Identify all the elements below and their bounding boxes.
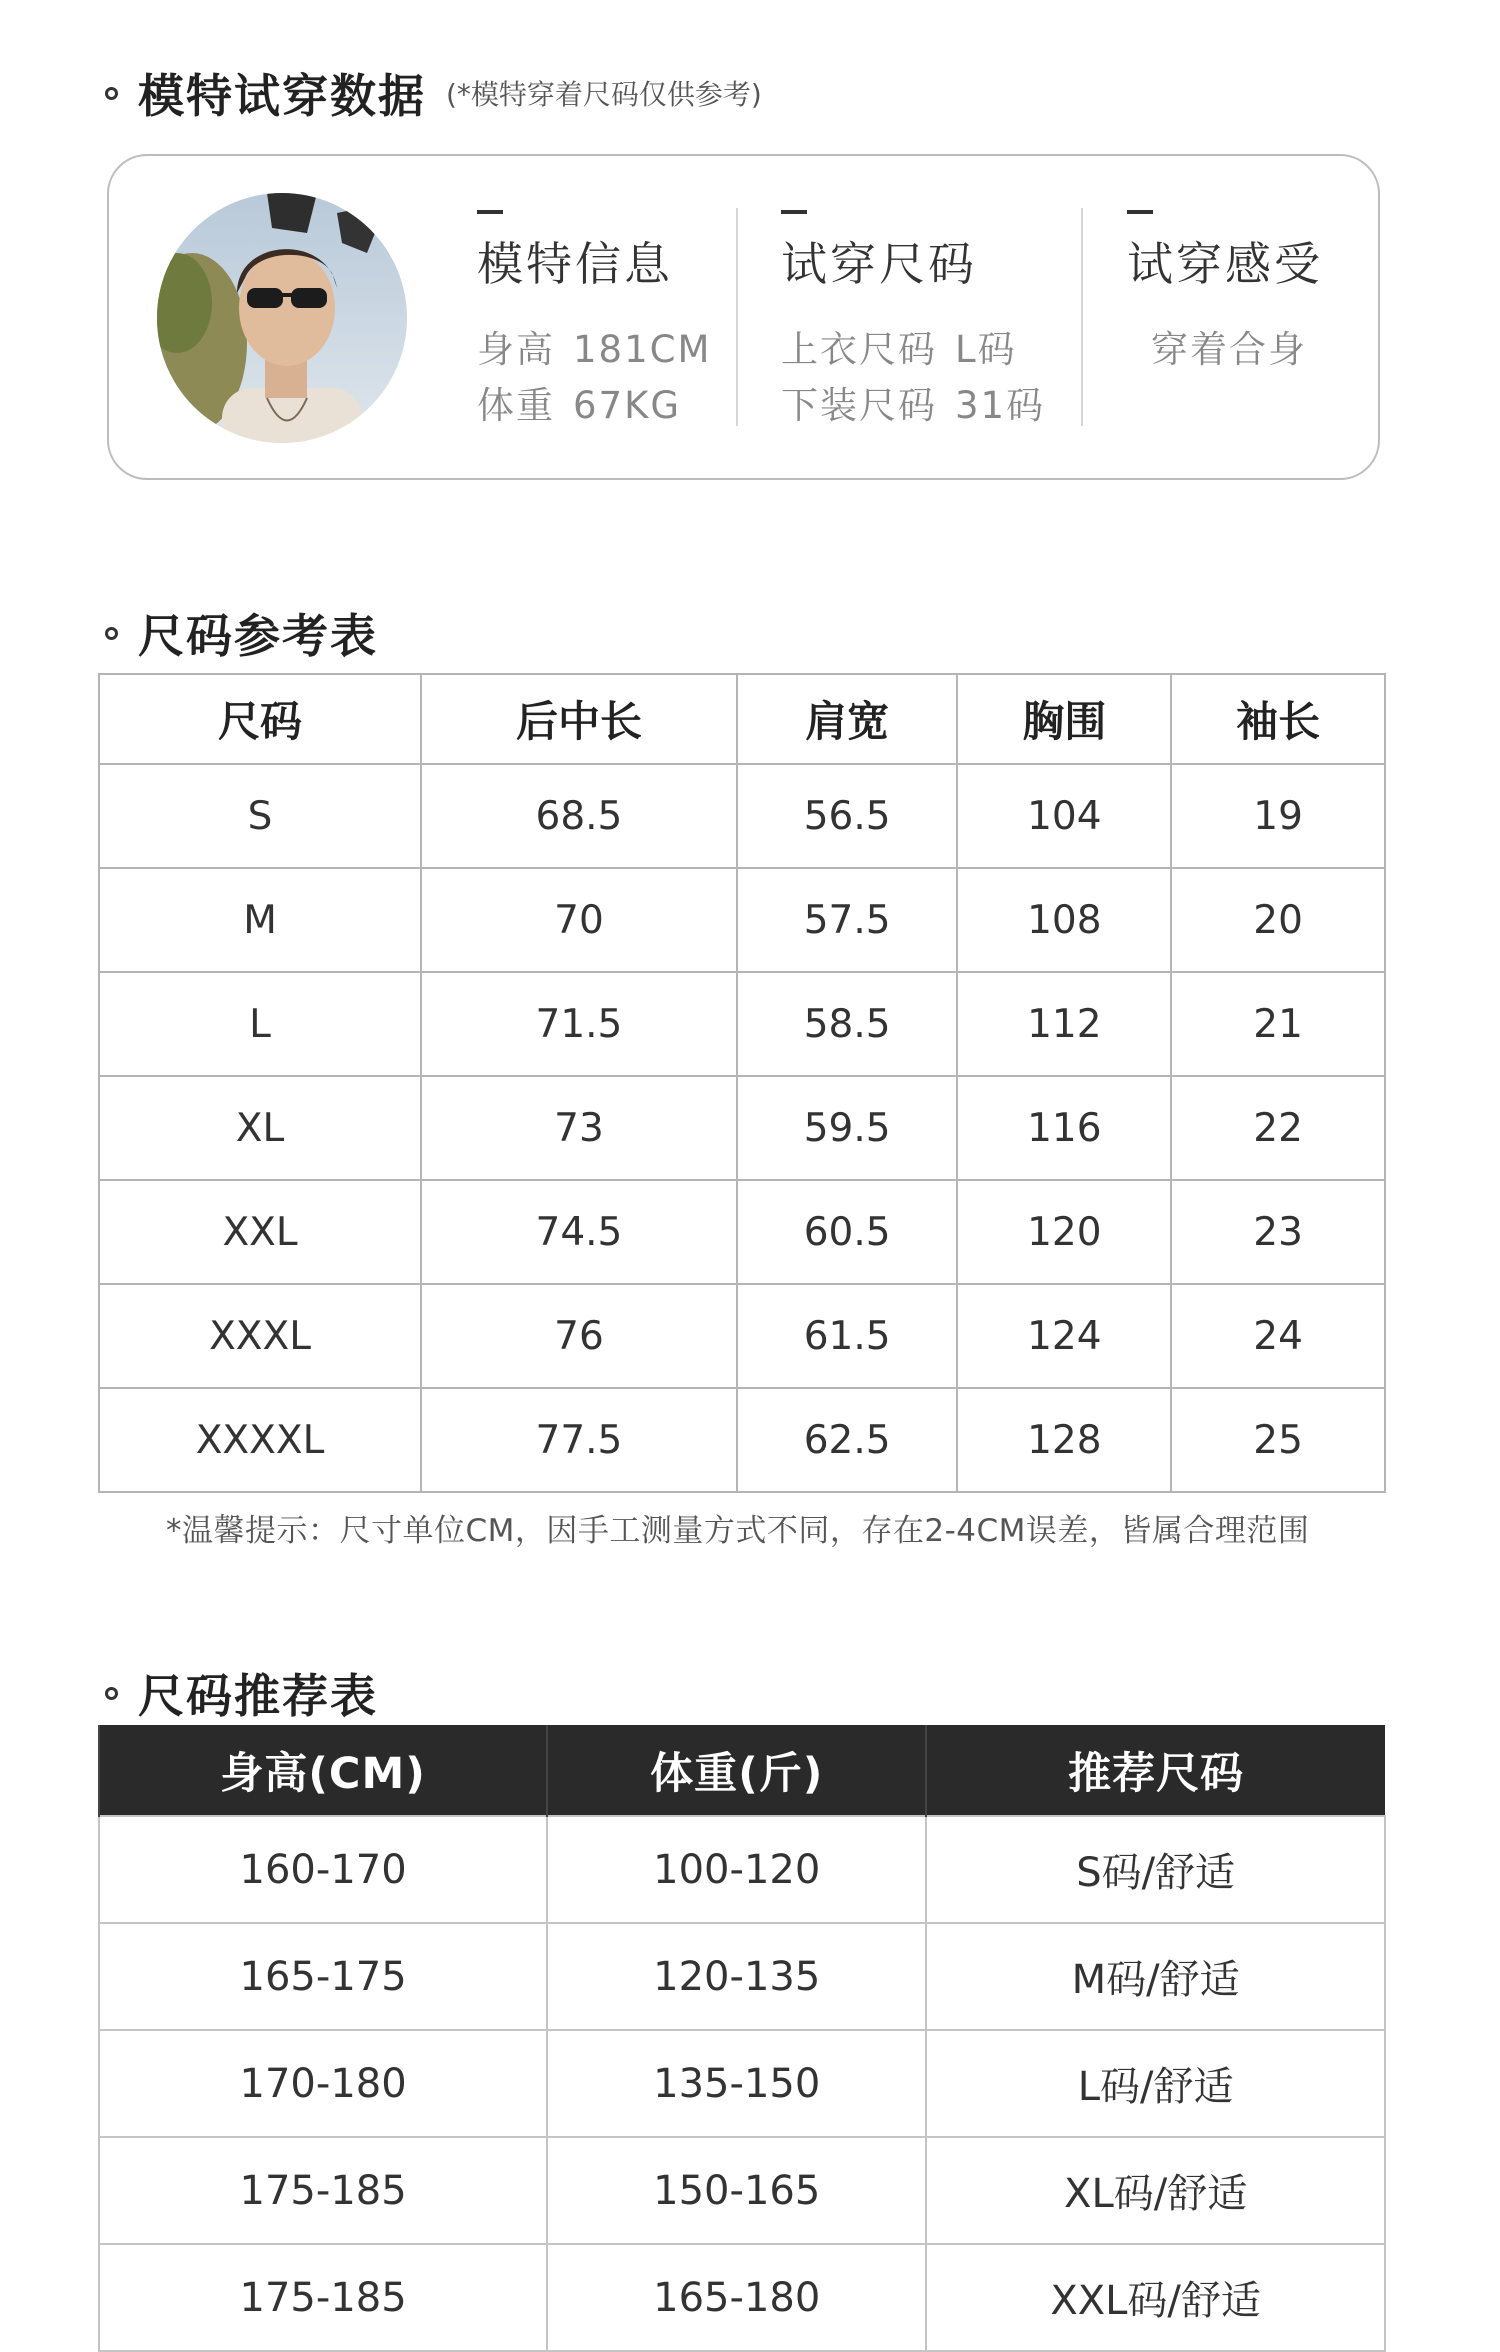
- model-info-heading: 模特信息: [477, 237, 673, 291]
- table-row: [99, 1388, 1385, 1492]
- table-cell: 56.5: [737, 764, 958, 868]
- table-cell: 104: [957, 764, 1171, 868]
- model-info-column: [477, 210, 711, 434]
- column-header: 尺码: [99, 674, 421, 764]
- table-cell: L: [99, 972, 421, 1076]
- feeling-column: [1127, 210, 1323, 378]
- table-row: [99, 2137, 1385, 2244]
- table-row: [99, 868, 1385, 972]
- table-cell: 71.5: [421, 972, 737, 1076]
- table-cell: 175-185: [99, 2137, 547, 2244]
- table-cell: 112: [957, 972, 1171, 1076]
- size-table-header: [99, 674, 1385, 764]
- table-cell: 74.5: [421, 1180, 737, 1284]
- table-cell: 70: [421, 868, 737, 972]
- table-cell: 116: [957, 1076, 1171, 1180]
- table-cell: 21: [1171, 972, 1385, 1076]
- table-cell: 23: [1171, 1180, 1385, 1284]
- table-cell: 57.5: [737, 868, 958, 972]
- table-cell: XXL: [99, 1180, 421, 1284]
- feeling-heading: 试穿感受: [1127, 237, 1323, 291]
- measurement-hint: *温馨提示：尺寸单位CM，因手工测量方式不同，存在2-4CM误差，皆属合理范围: [166, 1513, 1310, 1549]
- model-section-title: 模特试穿数据 (*模特穿着尺码仅供参考): [105, 60, 762, 126]
- table-cell: 165-180: [547, 2244, 926, 2351]
- column-header: 肩宽: [737, 674, 958, 764]
- table-cell: L码/舒适: [926, 2030, 1385, 2137]
- table-cell: 20: [1171, 868, 1385, 972]
- divider: [736, 208, 738, 426]
- fit-size-heading: 试穿尺码: [781, 237, 977, 291]
- table-cell: M: [99, 868, 421, 972]
- table-cell: XL: [99, 1076, 421, 1180]
- table-row: [99, 764, 1385, 868]
- model-note: (*模特穿着尺码仅供参考): [446, 78, 762, 111]
- table-row: [99, 1284, 1385, 1388]
- dash-icon: [781, 210, 807, 214]
- table-cell: 25: [1171, 1388, 1385, 1492]
- table-cell: S码/舒适: [926, 1816, 1385, 1923]
- dash-icon: [1127, 210, 1153, 214]
- table-cell: 150-165: [547, 2137, 926, 2244]
- column-header: 推荐尺码: [926, 1725, 1385, 1816]
- table-cell: 58.5: [737, 972, 958, 1076]
- bottom-size: 下装尺码 31码: [781, 384, 1046, 427]
- table-cell: 108: [957, 868, 1171, 972]
- table-cell: 165-175: [99, 1923, 547, 2030]
- table-row: [99, 1180, 1385, 1284]
- table-cell: M码/舒适: [926, 1923, 1385, 2030]
- table-cell: 19: [1171, 764, 1385, 868]
- column-header: 体重(斤): [547, 1725, 926, 1816]
- table-cell: 77.5: [421, 1388, 737, 1492]
- feeling-value: 穿着合身: [1151, 328, 1307, 371]
- table-cell: 100-120: [547, 1816, 926, 1923]
- bullet-icon: [105, 627, 118, 640]
- table-cell: 76: [421, 1284, 737, 1388]
- column-header: 身高(CM): [99, 1725, 547, 1816]
- rec-section-title: 尺码推荐表: [105, 1660, 378, 1726]
- bullet-icon: [105, 87, 118, 100]
- recommendation-table: [98, 1725, 1386, 2352]
- table-cell: 59.5: [737, 1076, 958, 1180]
- table-cell: 135-150: [547, 2030, 926, 2137]
- dash-icon: [477, 210, 503, 214]
- size-section-title: 尺码参考表: [105, 600, 378, 666]
- top-size: 上衣尺码 L码: [781, 328, 1017, 371]
- table-cell: 160-170: [99, 1816, 547, 1923]
- divider: [1081, 208, 1083, 426]
- column-header: 后中长: [421, 674, 737, 764]
- table-cell: 22: [1171, 1076, 1385, 1180]
- table-row: [99, 972, 1385, 1076]
- column-header: 胸围: [957, 674, 1171, 764]
- model-height: 身高 181CM: [477, 328, 712, 371]
- bullet-icon: [105, 1687, 118, 1700]
- table-row: [99, 1816, 1385, 1923]
- model-avatar: [157, 193, 407, 443]
- model-card: [107, 154, 1380, 480]
- table-row: [99, 1923, 1385, 2030]
- table-cell: XXXXL: [99, 1388, 421, 1492]
- table-cell: 62.5: [737, 1388, 958, 1492]
- table-cell: 170-180: [99, 2030, 547, 2137]
- fit-size-column: [781, 210, 1045, 434]
- table-row: [99, 2030, 1385, 2137]
- table-cell: 124: [957, 1284, 1171, 1388]
- table-cell: 68.5: [421, 764, 737, 868]
- table-cell: 120: [957, 1180, 1171, 1284]
- table-cell: 120-135: [547, 1923, 926, 2030]
- table-cell: XL码/舒适: [926, 2137, 1385, 2244]
- table-cell: 61.5: [737, 1284, 958, 1388]
- rec-table-header: [99, 1725, 1385, 1816]
- column-header: 袖长: [1171, 674, 1385, 764]
- size-table: [98, 673, 1386, 1493]
- table-cell: XXL码/舒适: [926, 2244, 1385, 2351]
- model-weight: 体重 67KG: [477, 384, 682, 427]
- table-cell: 60.5: [737, 1180, 958, 1284]
- table-cell: 73: [421, 1076, 737, 1180]
- table-cell: XXXL: [99, 1284, 421, 1388]
- table-row: [99, 2244, 1385, 2351]
- table-cell: 24: [1171, 1284, 1385, 1388]
- table-cell: S: [99, 764, 421, 868]
- table-cell: 128: [957, 1388, 1171, 1492]
- table-row: [99, 1076, 1385, 1180]
- table-cell: 175-185: [99, 2244, 547, 2351]
